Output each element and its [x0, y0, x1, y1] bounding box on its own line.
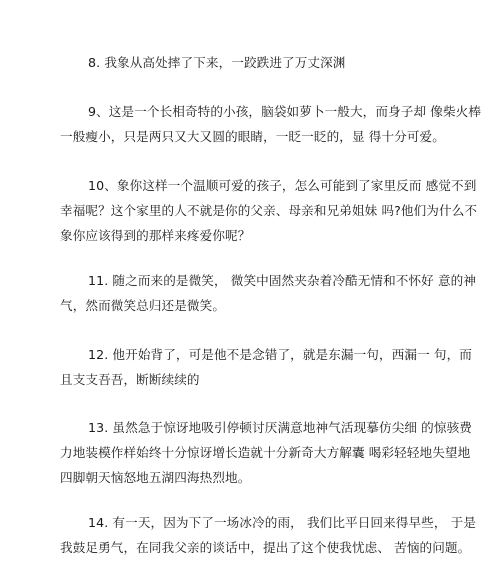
paragraph-11 — [60, 268, 477, 318]
paragraph-line: 8. 我象从高处摔了下来，一跤跌进了万丈深渊 — [88, 55, 346, 70]
paragraph-line: 12. 他开始背了，可是他不是念错了，就是东漏一句，西漏一 句，而 — [88, 347, 472, 362]
paragraph-line: 我鼓足勇气，在同我父亲的谈话中，提出了这个使我忧虑、 苦恼的问题。 — [60, 540, 471, 555]
paragraph-9 — [60, 99, 482, 149]
paragraph-line: 一般瘦小，只是两只又大又圆的眼睛，一眨一眨的，显 得十分可爱。 — [60, 129, 445, 144]
paragraph-line: 且支支吾吾，断断续续的 — [60, 372, 200, 387]
paragraph-line: 四脚朝天恼怒地五湖四海热烈地。 — [60, 470, 251, 485]
paragraph-line: 14. 有一天，因为下了一场冰冷的雨， 我们比平日回来得早些， 于是 — [88, 515, 477, 530]
paragraph-12 — [60, 342, 472, 392]
paragraph-13 — [60, 415, 472, 490]
paragraph-line: 象你应该得到的那样来疼爱你呢？ — [60, 228, 251, 243]
paragraph-line: 10、象你这样一个温顺可爱的孩子，怎么可能到了家里反而 感觉不到 — [88, 178, 477, 193]
paragraph-line: 气，然而微笑总归还是微笑。 — [60, 298, 226, 313]
paragraph-line: 幸福呢？这个家里的人不就是你的父亲、母亲和兄弟姐妹 吗?他们为什么不 — [60, 203, 478, 218]
paragraph-14 — [60, 510, 477, 560]
paragraph-10 — [60, 173, 478, 248]
paragraph-line: 13. 虽然急于惊讶地吸引停顿讨厌满意地神气活现摹仿尖细 的惊骇费 — [88, 420, 472, 435]
paragraph-line: 9、这是一个长相奇特的小孩，脑袋如萝卜一般大，而身子却 像柴火棒 — [88, 104, 482, 119]
paragraph-line: 力地装模作样始终十分惊讶增长造就十分新奇大方解囊 喝彩轻轻地失望地 — [60, 445, 471, 460]
paragraph-line: 11. 随之而来的是微笑， 微笑中固然夹杂着冷酷无情和不怀好 意的神 — [88, 273, 477, 288]
paragraph-8 — [60, 50, 440, 75]
